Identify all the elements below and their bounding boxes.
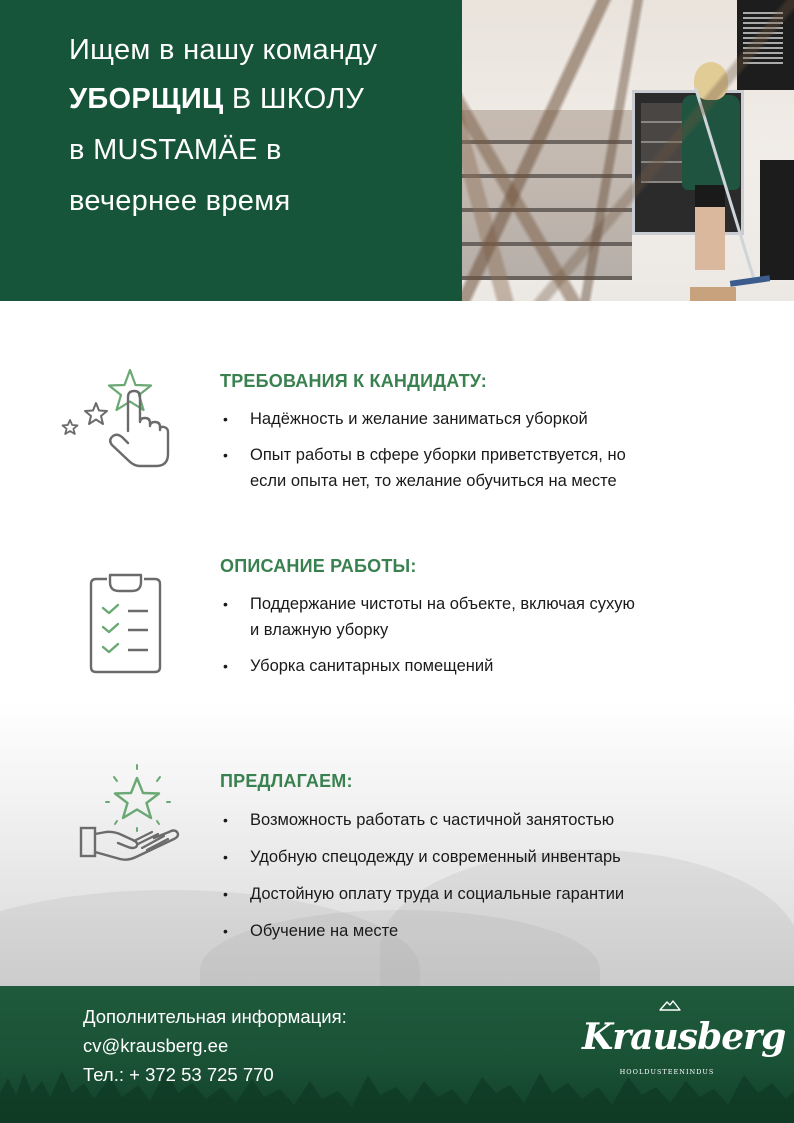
list-item [220,844,624,870]
contact-email[interactable]: cv@krausberg.ee [83,1035,229,1056]
requirements-list [220,406,626,494]
job-description-list [220,591,635,679]
list-item-text: Опыт работы в сфере уборки приветствуется, но [250,446,626,464]
footer [0,986,794,1123]
section-title-offer: ПРЕДЛАГАЕМ: [220,771,353,791]
contact-phone[interactable]: Тел.: + 372 53 725 770 [83,1064,274,1085]
contact-label: Дополнительная информация: [83,1006,347,1027]
headline [69,34,377,238]
headline-line-4: вечернее время [69,185,291,217]
list-item [220,591,635,643]
list-item-text: Поддержание чистоты на объекте, включая сухую [250,595,635,613]
list-item-text: Уборка санитарных помещений [250,657,494,675]
header-banner [0,0,794,301]
headline-panel [0,0,462,301]
bullet-icon: • [223,812,228,828]
contact-info [83,1002,347,1089]
photo-cardboard-box [690,287,736,301]
section-title-requirements: ТРЕБОВАНИЯ К КАНДИДАТУ: [220,371,487,391]
bullet-icon: • [223,849,228,865]
list-item [220,653,635,679]
logo-tagline: HOOLDUSTEENINDUS [619,1068,715,1076]
photo-shelves [462,110,632,280]
bullet-icon: • [223,923,228,939]
hand-offering-star-icon [78,762,182,862]
list-item [220,442,626,494]
headline-location-type: В ШКОЛУ [223,83,365,115]
logo-wordmark: Krausberg [582,1016,786,1058]
photo-mop-head [730,275,770,287]
mountain-icon [659,999,681,1011]
photo-menu-board [737,0,794,90]
bullet-icon: • [223,596,228,612]
list-item-text: Удобную спецодежду и современный инвентарь [250,848,621,866]
list-item-text-continued: и влажную уборку [250,621,389,639]
photo-person-legs [695,185,725,270]
hand-pointing-star-icon [58,368,170,470]
headline-line-3: в MUSTAMÄE в [69,134,282,166]
krausberg-logo [582,996,786,1096]
bullet-icon: • [223,658,228,674]
list-item-text: Надёжность и желание заниматься уборкой [250,410,588,428]
header-photo [462,0,794,301]
offer-list [220,807,624,944]
clipboard-checklist-icon [88,573,164,675]
bullet-icon: • [223,447,228,463]
list-item [220,406,626,432]
photo-counter [760,160,794,280]
headline-line-1: Ищем в нашу команду [69,34,378,66]
section-title-job-description: ОПИСАНИЕ РАБОТЫ: [220,556,417,576]
list-item-text: Обучение на месте [250,922,399,940]
list-item-text: Возможность работать с частичной занятостью [250,811,615,829]
list-item [220,918,624,944]
bullet-icon: • [223,411,228,427]
list-item-text-continued: если опыта нет, то желание обучиться на месте [250,472,617,490]
list-item [220,807,624,833]
headline-job-title: УБОРЩИЦ [69,83,224,115]
list-item-text: Достойную оплату труда и социальные гарантии [250,885,625,903]
list-item [220,881,624,907]
headline-line-2 [69,85,377,136]
bullet-icon: • [223,886,228,902]
